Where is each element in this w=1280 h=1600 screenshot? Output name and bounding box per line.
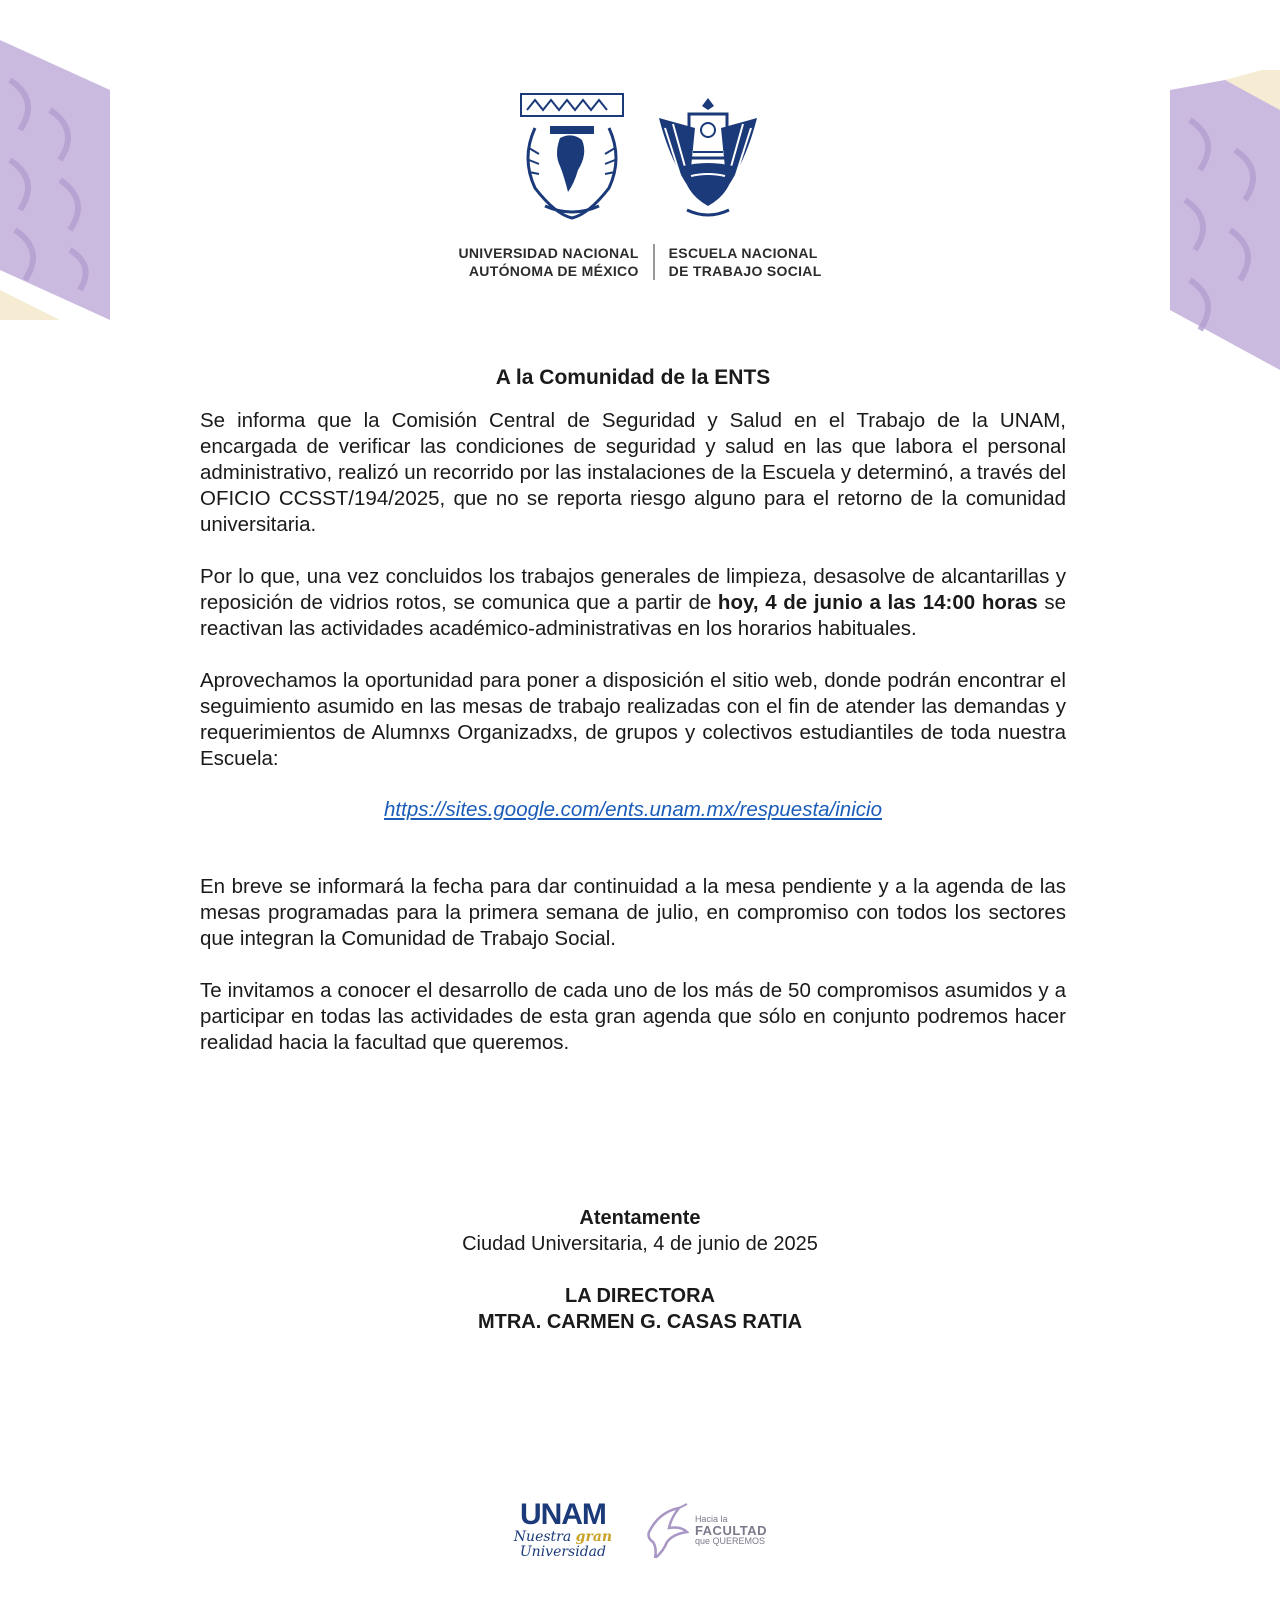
signer-title: LA DIRECTORA xyxy=(565,1285,715,1307)
facultad-big: FACULTAD xyxy=(694,1522,768,1538)
link-row xyxy=(200,798,1066,822)
paragraph-1: Se informa que la Comisión Central de Seguridad y Salud en el Trabajo de la UNAM, encargada de verificar las condiciones de seguridad y salud en las que labora el personal administrativo, realizó un recorrido por las instalaciones de la Escuela y determinó, a través del OFICIO CCSST/194/2025, que no se reporta riesgo alguno para el retorno de la comunidad universitaria. xyxy=(200,409,1066,536)
facultad-small: Hacia la xyxy=(694,1513,728,1524)
place-date: Ciudad Universitaria, 4 de junio de 2025 xyxy=(462,1233,818,1255)
paragraph-2-highlight: hoy, 4 de junio a las 14:00 horas xyxy=(717,591,1038,614)
facultad-bottom: que QUEREMOS xyxy=(694,1535,765,1546)
facultad-logo xyxy=(643,1502,767,1558)
ents-seal-icon xyxy=(651,88,765,222)
slogan-word-gran: gran xyxy=(575,1529,613,1545)
website-link[interactable]: https://sites.google.com/ents.unam.mx/respuesta/inicio xyxy=(384,798,882,821)
greeting: A la Comunidad de la ENTS xyxy=(495,366,771,389)
letterhead xyxy=(0,88,1280,280)
seals xyxy=(0,88,1280,222)
slogan-word-1: Nuestra xyxy=(513,1529,572,1545)
paragraph-3: Aprovechamos la oportunidad para poner a disposición el sitio web, donde podrán encontrar el seguimiento asumido en las mesas de trabajo realizadas con el fin de atender las demandas y requerimientos de Alumnxs Organizadxs, de grupos y colectivos estudiantiles de toda nuestra Escuela: xyxy=(200,669,1066,770)
institution-names xyxy=(0,244,1280,280)
ents-name-line2: DE TRABAJO SOCIAL xyxy=(668,263,822,279)
signature-block xyxy=(0,1205,1280,1335)
unam-slogan xyxy=(513,1530,613,1560)
unam-name-line1: UNIVERSIDAD NACIONAL xyxy=(458,245,639,261)
signer-name: MTRA. CARMEN G. CASAS RATIA xyxy=(477,1311,803,1333)
closing: Atentamente xyxy=(579,1207,701,1229)
paragraph-2 xyxy=(200,564,1066,642)
unam-logo xyxy=(513,1500,613,1560)
ents-name-line1: ESCUELA NACIONAL xyxy=(668,245,818,261)
footer-logos xyxy=(0,1500,1280,1560)
paragraph-4: En breve se informará la fecha para dar continuidad a la mesa pendiente y a la agenda de las mesas programadas para la primera semana de julio, en compromiso con todos los sectores que integran la Comunidad de Trabajo Social. xyxy=(200,875,1066,950)
ents-name xyxy=(655,244,822,280)
unam-seal-icon xyxy=(515,88,629,222)
unam-name xyxy=(458,244,654,280)
letter-body xyxy=(200,366,1066,1082)
paragraph-2-end: se reactivan las actividades académico-administrativas en los horarios habituales. xyxy=(200,591,1066,640)
paragraph-2-start: Por lo que, una vez concluidos los trabajos generales de limpieza, desasolve de alcantarillas y reposición de vidrios rotos, se comunica que a partir de xyxy=(200,565,1066,614)
unam-wordmark: UNAM xyxy=(519,1498,606,1531)
unam-name-line2: AUTÓNOMA DE MÉXICO xyxy=(468,263,639,279)
facultad-text xyxy=(695,1514,767,1547)
paragraph-5: Te invitamos a conocer el desarrollo de cada uno de los más de 50 compromisos asumidos y a participar en todas las actividades de esta gran agenda que sólo en conjunto podremos hacer realidad hacia la facultad que queremos. xyxy=(200,979,1066,1054)
hummingbird-icon xyxy=(643,1502,689,1558)
slogan-word-2: Universidad xyxy=(519,1544,606,1560)
